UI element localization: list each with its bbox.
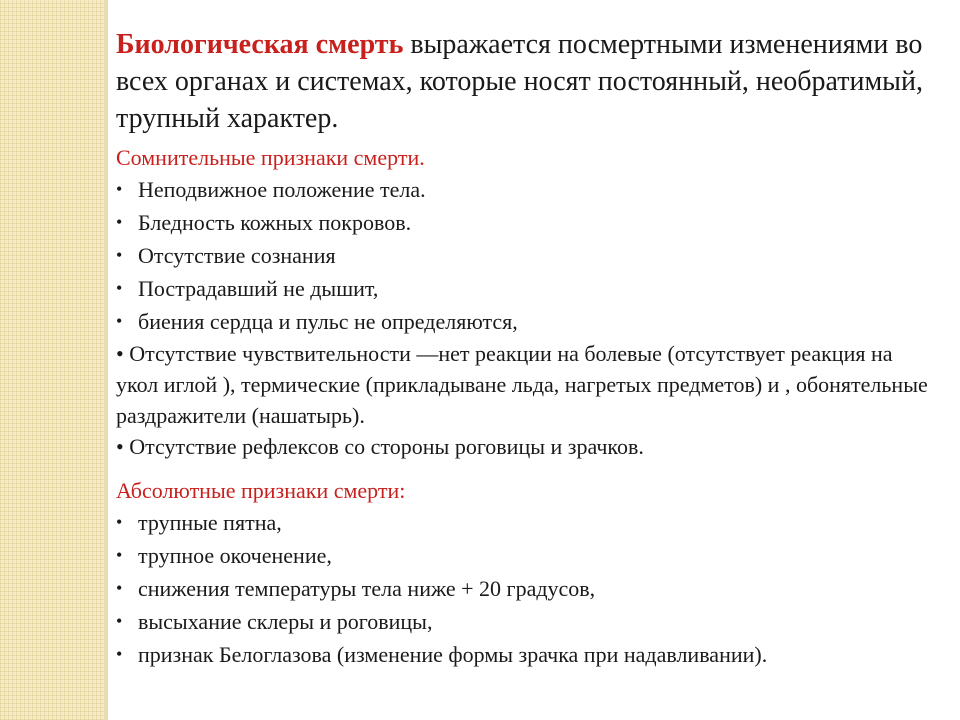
absolute-signs-list [116,506,936,671]
list-item [116,239,936,272]
heading-accent: Биологическая смерть [116,29,404,60]
doubtful-signs-list [116,173,936,338]
absolute-signs-title: Абсолютные признаки смерти: [116,478,406,503]
list-item-text: трупные пятна, [138,510,282,535]
list-item [116,638,936,671]
list-item-text: Неподвижное положение тела. [138,177,426,202]
bullet-icon: • [116,644,123,664]
list-item [116,272,936,305]
bullet-icon: • [116,545,123,565]
decorative-side-band [0,0,104,720]
list-item [116,572,936,605]
heading-rest: выражается посмертными изменениями во всех органах и системах, которые носят постоянный, необратимый, трупный характер. [116,29,923,134]
list-item-text: снижения температуры тела ниже + 20 градусов, [138,576,596,601]
doubtful-extra-reflexes: • Отсутствие рефлексов со стороны роговицы и зрачков. [116,434,644,459]
bullet-icon: • [116,278,123,298]
slide-content [116,26,936,671]
list-item [116,206,936,239]
bullet-icon: • [116,245,123,265]
list-item-text: биения сердца и пульс не определяются, [138,309,518,334]
doubtful-extra-sensitivity: • Отсутствие чувствительности —нет реакции на болевые (отсутствует реакция на укол иглой ), термические (прикладыване льда, нагретых предметов) и , обонятельные раздражители (нашатырь). [116,341,928,428]
list-item-text: Пострадавший не дышит, [138,276,379,301]
doubtful-signs-title: Сомнительные признаки смерти. [116,145,425,170]
list-item [116,539,936,572]
list-item-text: признак Белоглазова (изменение формы зрачка при надавливании). [138,642,768,667]
bullet-icon: • [116,311,123,331]
list-item [116,173,936,206]
decorative-side-line [104,0,108,720]
list-item-text: Бледность кожных покровов. [138,210,412,235]
list-item-text: высыхание склеры и роговицы, [138,609,433,634]
bullet-icon: • [116,212,123,232]
list-item-text: Отсутствие сознания [138,243,336,268]
slide-heading [116,26,936,137]
bullet-icon: • [116,611,123,631]
bullet-icon: • [116,512,123,532]
list-item [116,305,936,338]
bullet-icon: • [116,578,123,598]
list-item [116,506,936,539]
bullet-icon: • [116,179,123,199]
list-item-text: трупное окоченение, [138,543,332,568]
list-item [116,605,936,638]
